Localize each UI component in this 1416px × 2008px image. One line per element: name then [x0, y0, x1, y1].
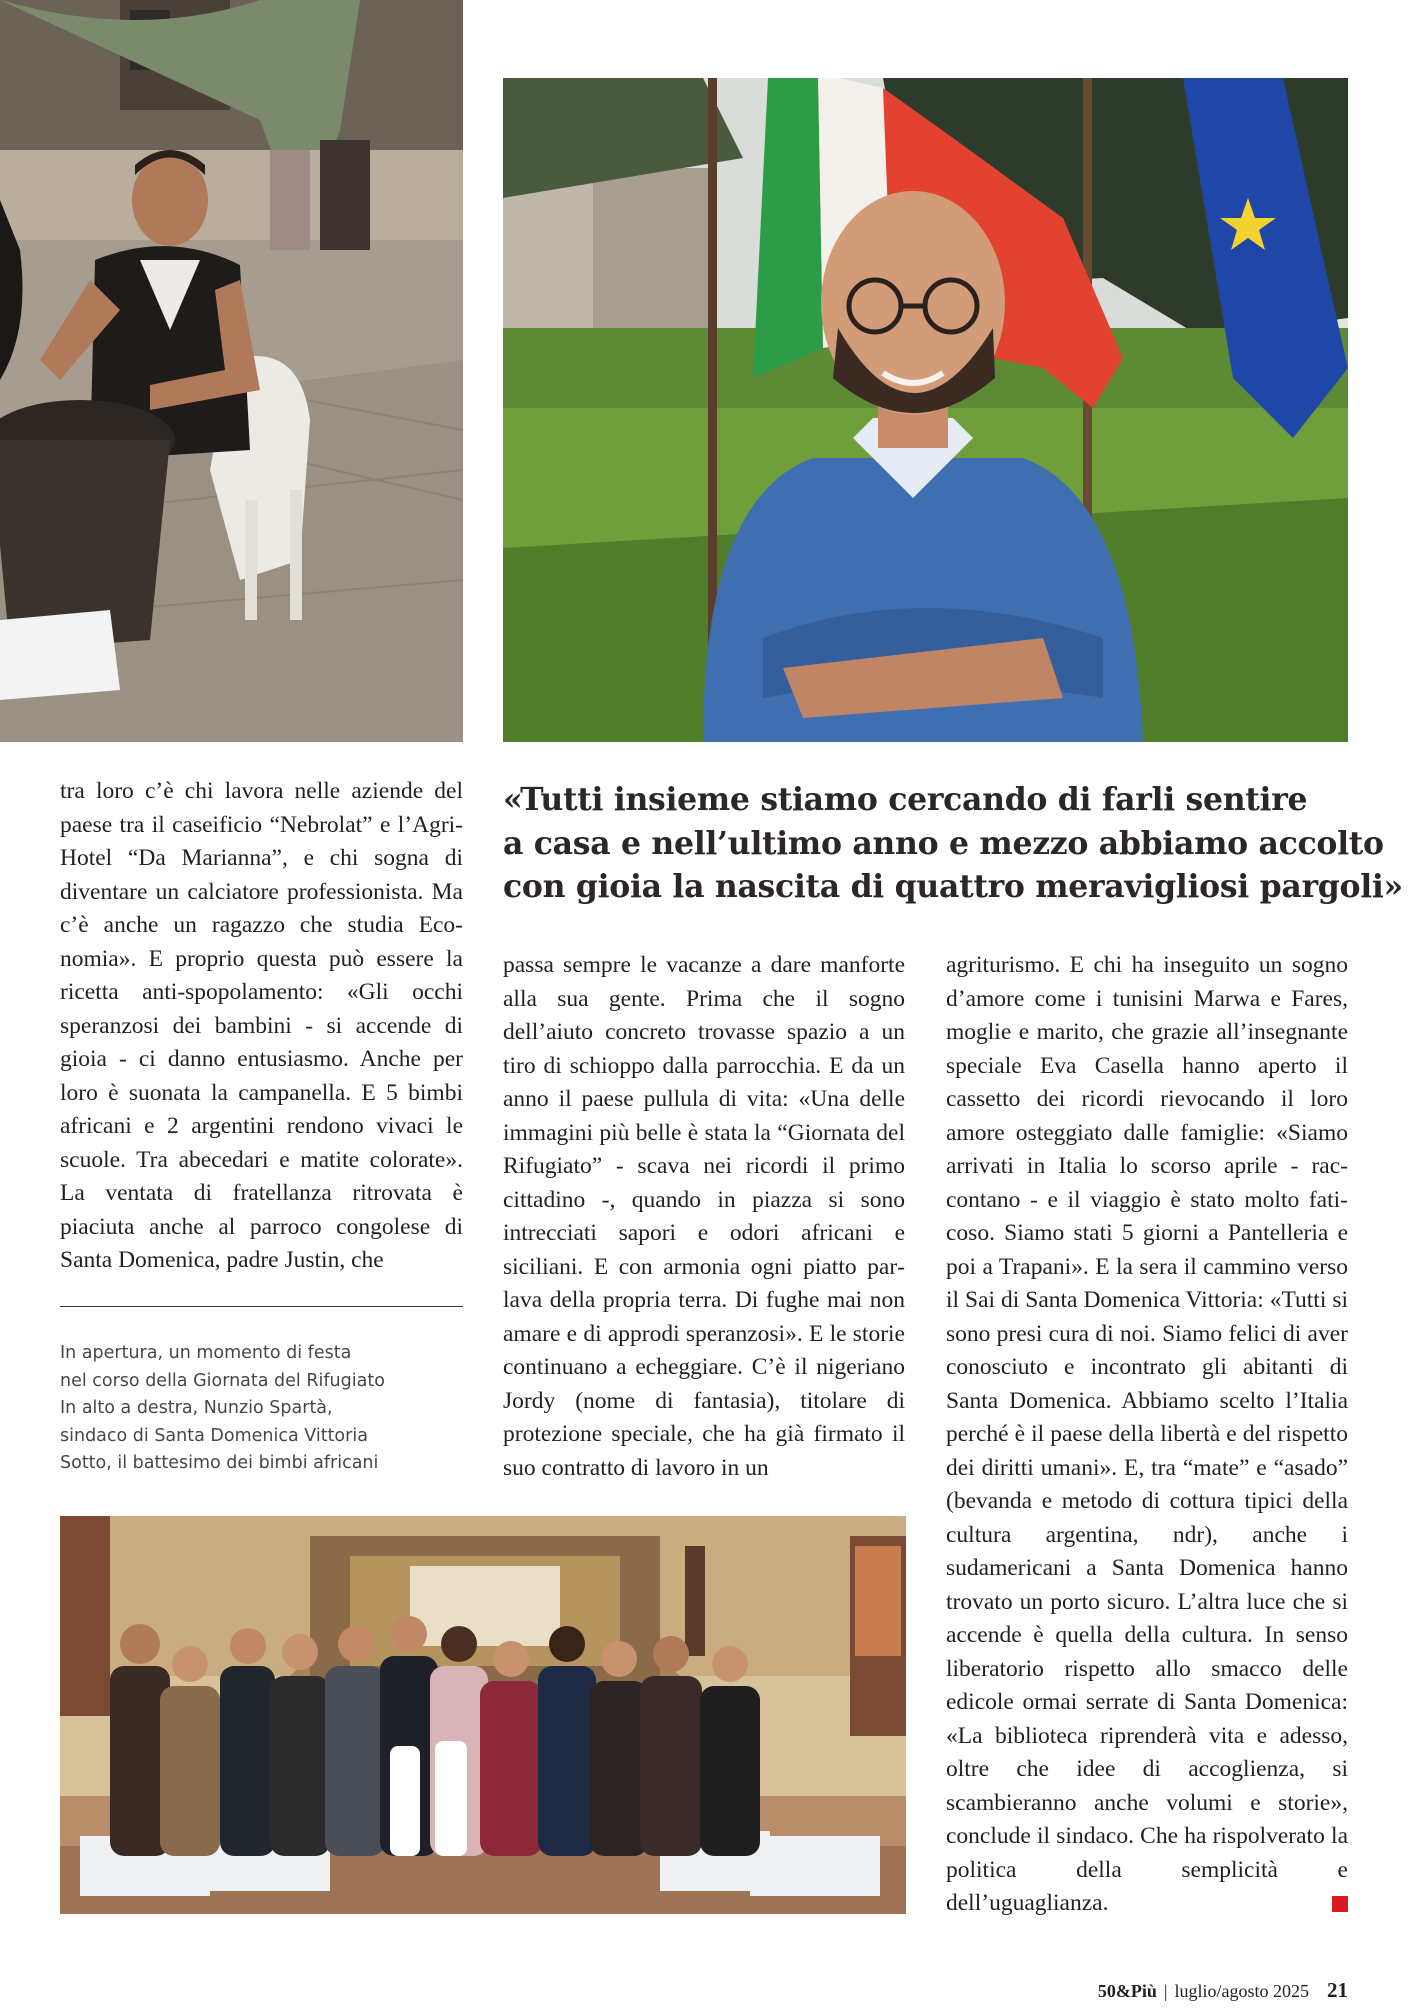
page-number: 21 — [1327, 1978, 1348, 2002]
article-end-mark — [1332, 1896, 1348, 1912]
caption-divider — [60, 1306, 463, 1307]
article-paragraph: passa sempre le vacanze a dare manforte alla sua gente. Prima che il sogno dell’aiuto concreto trovasse spazio a un tiro di schioppo dalla parrocchia. E da un anno il paese pullula di vita: «Una delle immagini più belle è stata la “Giornata del Rifugiato” - scava nei ricordi il primo cittadino -, quando in piazza si sono intrecciati sapori e odori africani e siciliani. E con armonia ogni piatto parlava della propria terra. Di fughe mai non amare e di approdi speranzosi». E le storie continuano a echeggiare. C’è il nigeriano Jordy (nome di fantasia), titolare di protezione speciale, che ha già firmato il suo contratto di lavoro in un — [503, 952, 905, 1481]
photo-mayor-portrait — [503, 78, 1348, 742]
caption-line: Sotto, il battesimo dei bimbi africani — [60, 1453, 379, 1473]
caption-line: nel corso della Giornata del Rifugiato — [60, 1370, 385, 1391]
article-column-2 — [503, 949, 905, 1485]
photo-caption — [60, 1340, 480, 1478]
pull-quote-line: a casa e nell’ultimo anno e mezzo abbiamo accolto — [503, 824, 1384, 862]
photo-baptism-group — [60, 1516, 906, 1914]
article-paragraph: tra loro c’è chi lavora nelle aziende del paese tra il caseificio “Nebrolat” e l’Agri-Hotel “Da Marianna”, e chi sogna di diventare un calciatore professionista. Ma c’è anche un ragazzo che studia Economia». E proprio questa può essere la ricetta anti-spopolamento: «Gli occhi speranzosi dei bambini - si accende di gioia - ci danno entusiasmo. Anche per loro è suonata la campanella. E 5 bimbi africani e 2 argentini rendono vivaci le scuole. Tra abecedari e matite colorate». La ventata di fratellanza ritrovata è piaciuta anche al parroco congolese di Santa Domenica, padre Justin, che — [60, 778, 463, 1273]
pull-quote-line: «Tutti insieme stiamo cercando di farli sentire — [503, 781, 1308, 818]
caption-line: In alto a destra, Nunzio Spartà, — [60, 1398, 333, 1418]
pull-quote-line: con gioia la nascita di quattro meravigliosi pargoli» — [503, 868, 1403, 905]
article-column-3 — [946, 949, 1348, 1921]
caption-line: sindaco di Santa Domenica Vittoria — [60, 1425, 368, 1446]
footer-separator: | — [1163, 1981, 1168, 2001]
article-column-1 — [60, 775, 463, 1278]
caption-line: In apertura, un momento di festa — [60, 1343, 352, 1363]
pull-quote — [503, 778, 1403, 909]
publication-name: 50&Più — [1097, 1981, 1157, 2001]
page-footer — [1098, 1978, 1348, 2003]
article-paragraph: agriturismo. E chi ha inseguito un sogno d’amore come i tunisini Marwa e Fares, moglie e marito, che grazie all’insegnante speciale Eva Casella hanno aperto il cassetto dei ricordi rievocando il loro amore osteggiato dalle famiglie: «Siamo arrivati in Italia lo scorso aprile - raccontano - e il viaggio è stato molto faticoso. Siamo stati 5 giorni a Pantelleria e poi a Trapani». E la sera il cammino verso il Sai di Santa Domenica Vittoria: «Tutti si sono presi cura di noi. Siamo felici di aver conosciuto e incontrato gli abitanti di Santa Domenica. Abbiamo scelto l’Italia perché è il paese della libertà e del rispetto dei diritti umani». E, tra “mate” e “asado” (bevanda e metodo di cottura tipici della cultura argentina, ndr), anche i sudamericani a Santa Domenica hanno trovato un porto sicuro. L’altra luce che si accende è quella della cultura. In senso liberatorio rispetto allo smacco delle edicole ormai serrate di Santa Domenica: «La biblioteca riprenderà vita e adesso, oltre che idee di accoglienza, si scambieranno anche volumi e storie», conclude il sindaco. Che ha rispolverato la politica della semplicità e dell’uguaglianza. — [946, 952, 1348, 1916]
photo-festival-drummer — [0, 0, 463, 742]
issue-date: luglio/agosto 2025 — [1174, 1981, 1309, 2001]
